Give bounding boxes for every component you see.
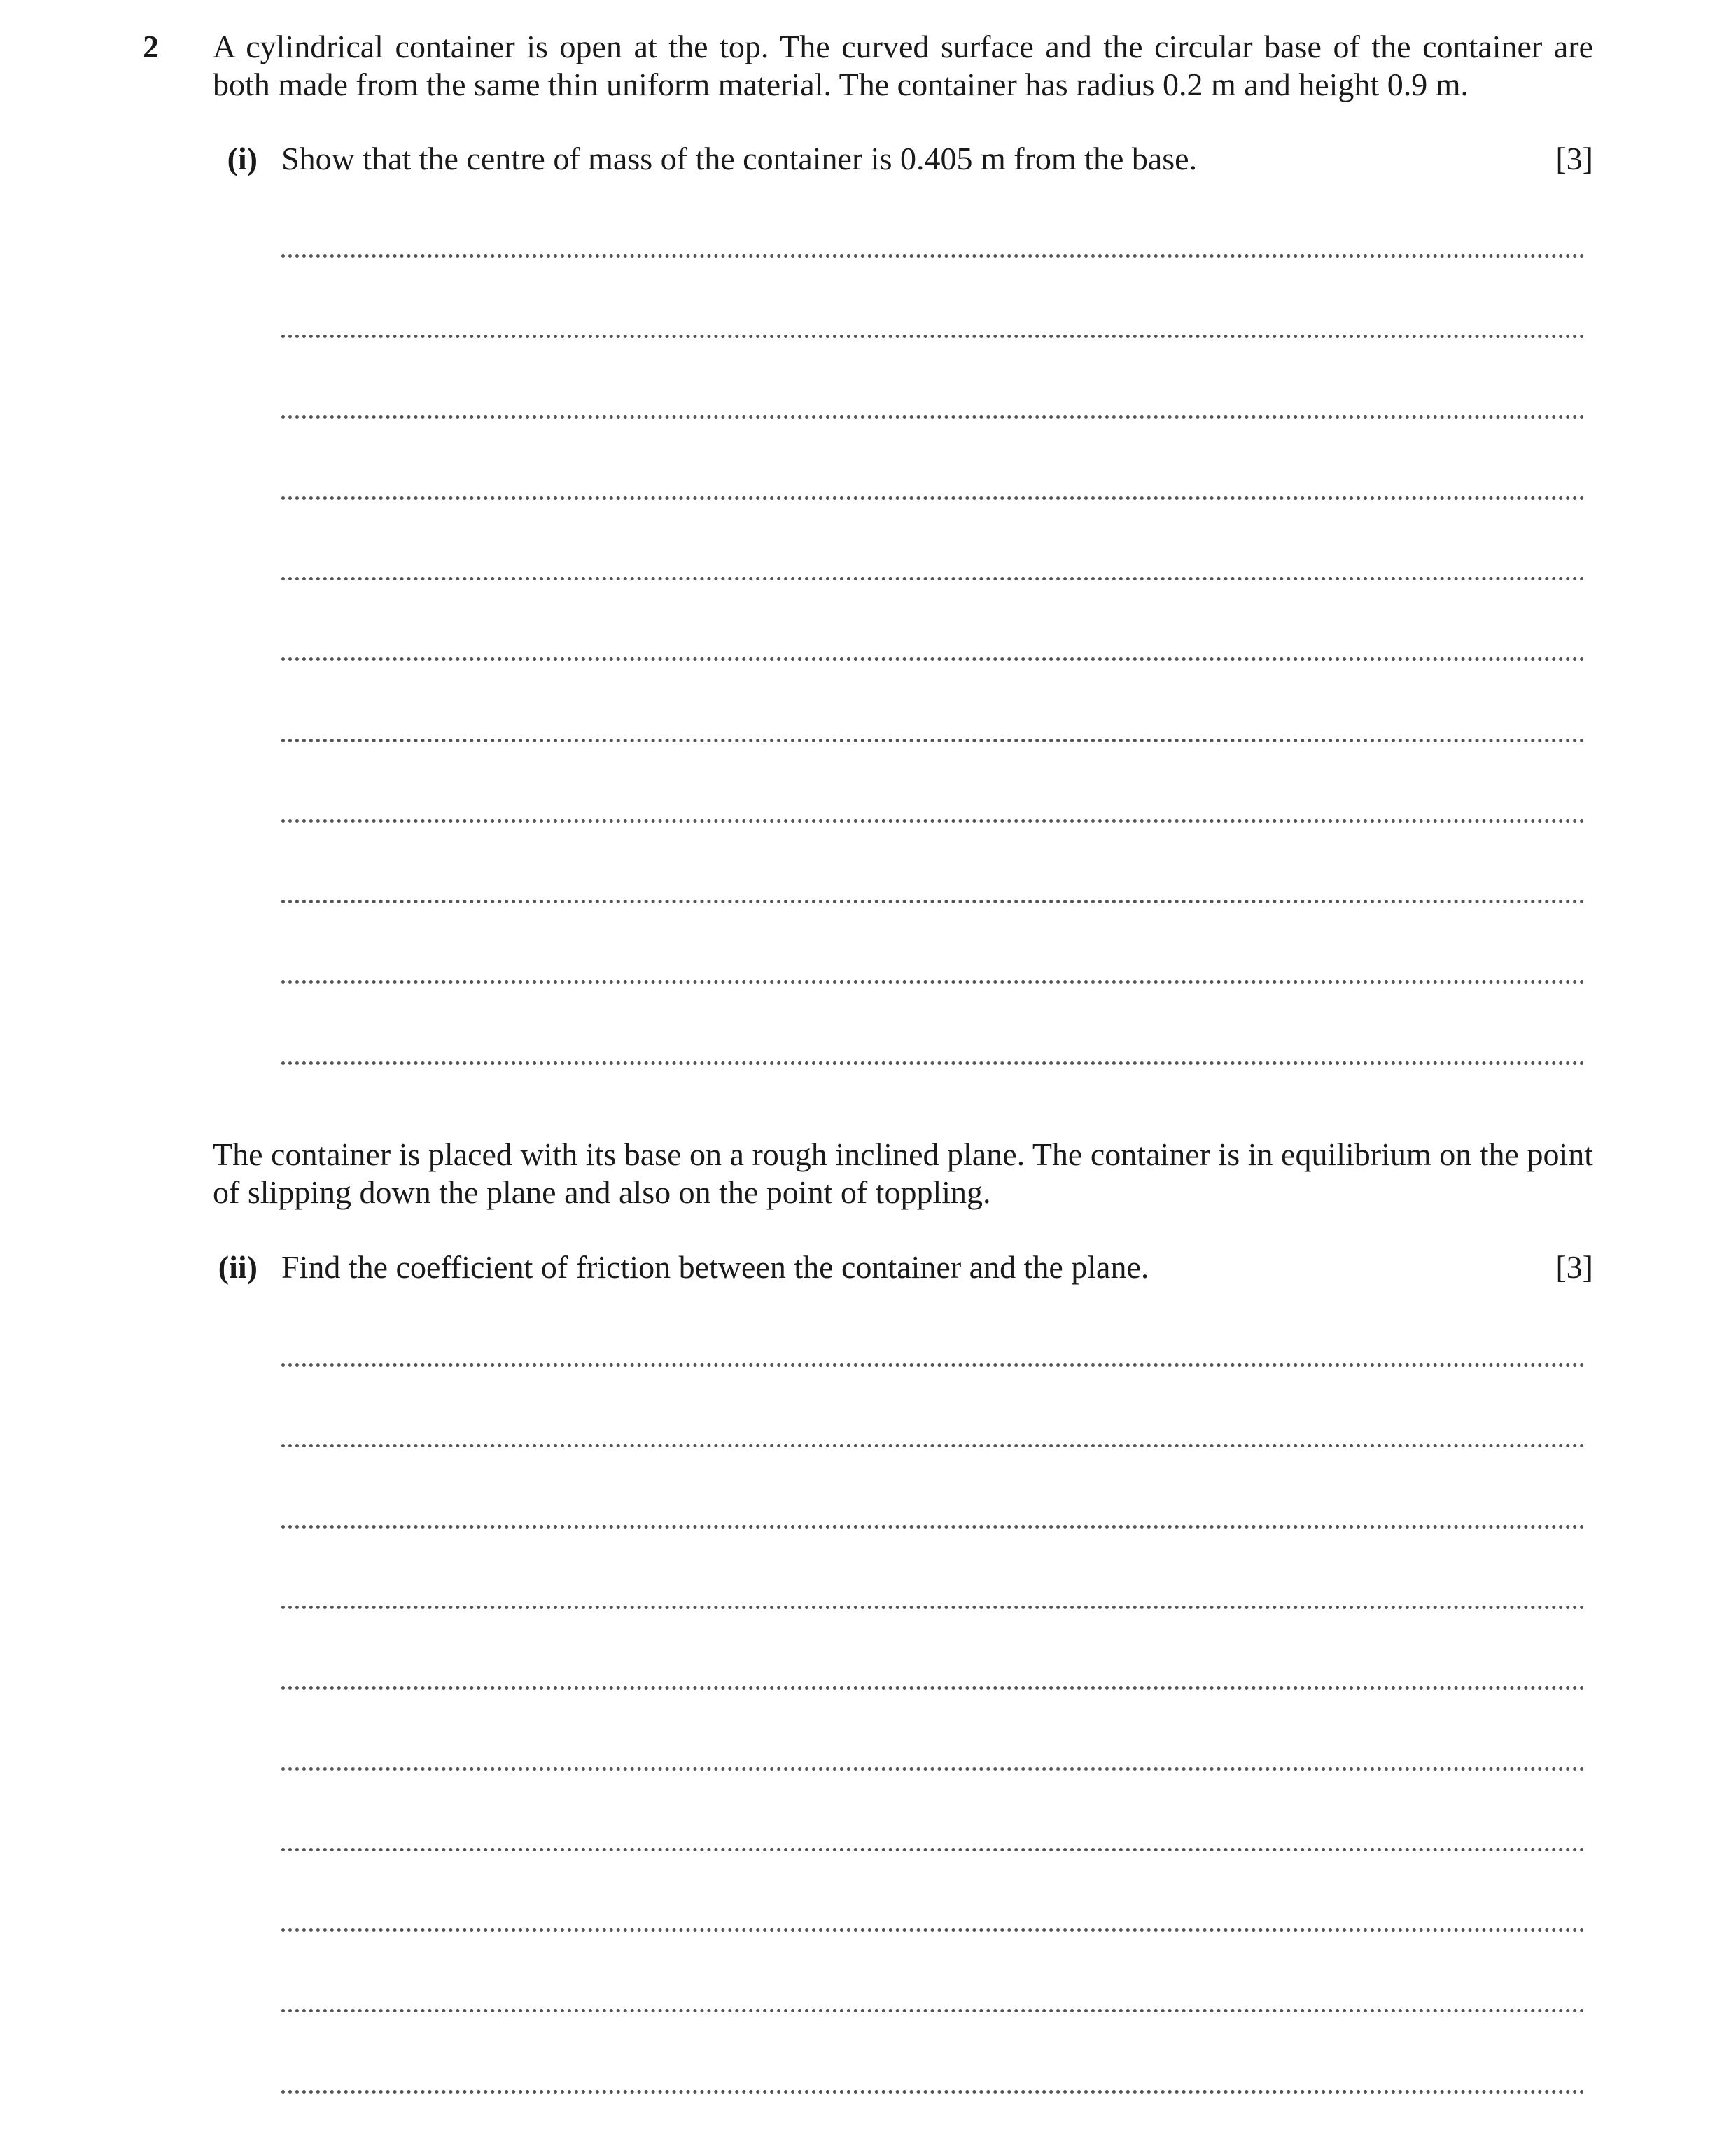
part-ii xyxy=(210,1246,1593,1288)
answer-line[interactable] xyxy=(281,335,1585,338)
answer-line[interactable] xyxy=(281,2009,1585,2012)
answer-line[interactable] xyxy=(281,980,1585,984)
part-ii-label: (ii) xyxy=(218,1249,258,1285)
answer-line[interactable] xyxy=(281,254,1585,258)
answer-line[interactable] xyxy=(281,415,1585,419)
answer-line[interactable] xyxy=(281,1525,1585,1529)
answer-line[interactable] xyxy=(281,900,1585,903)
answer-line[interactable] xyxy=(281,2090,1585,2094)
answer-line[interactable] xyxy=(281,1606,1585,1609)
part-i-marks: [3] xyxy=(1555,141,1593,176)
answer-line[interactable] xyxy=(281,496,1585,500)
part-i xyxy=(210,138,1593,180)
part-i-text: Show that the centre of mass of the container is 0.405 m from the base. xyxy=(281,141,1198,176)
answer-line[interactable] xyxy=(281,577,1585,580)
question-number: 2 xyxy=(143,29,159,64)
answer-line[interactable] xyxy=(281,1061,1585,1065)
part-ii-marks: [3] xyxy=(1555,1249,1593,1285)
answer-line[interactable] xyxy=(281,1848,1585,1851)
answer-line[interactable] xyxy=(281,1444,1585,1447)
question-intro: A cylindrical container is open at the top. The curved surface and the circular base of the container are both made from the same thin uniform material. The container has radius 0.2 m and height 0.9 m. xyxy=(213,29,1593,102)
part-i-label: (i) xyxy=(227,141,258,176)
answer-line[interactable] xyxy=(281,819,1585,823)
answer-line[interactable] xyxy=(281,1363,1585,1367)
part-ii-text: Find the coefficient of friction between the container and the plane. xyxy=(281,1249,1149,1285)
answer-line[interactable] xyxy=(281,1767,1585,1771)
question-context: The container is placed with its base on a rough inclined plane. The container is in equilibrium on the point of slipping down the plane and also on the point of toppling. xyxy=(213,1136,1593,1210)
answer-line[interactable] xyxy=(281,1686,1585,1690)
answer-line[interactable] xyxy=(281,657,1585,661)
answer-line[interactable] xyxy=(281,739,1585,742)
answer-line[interactable] xyxy=(281,1928,1585,1932)
